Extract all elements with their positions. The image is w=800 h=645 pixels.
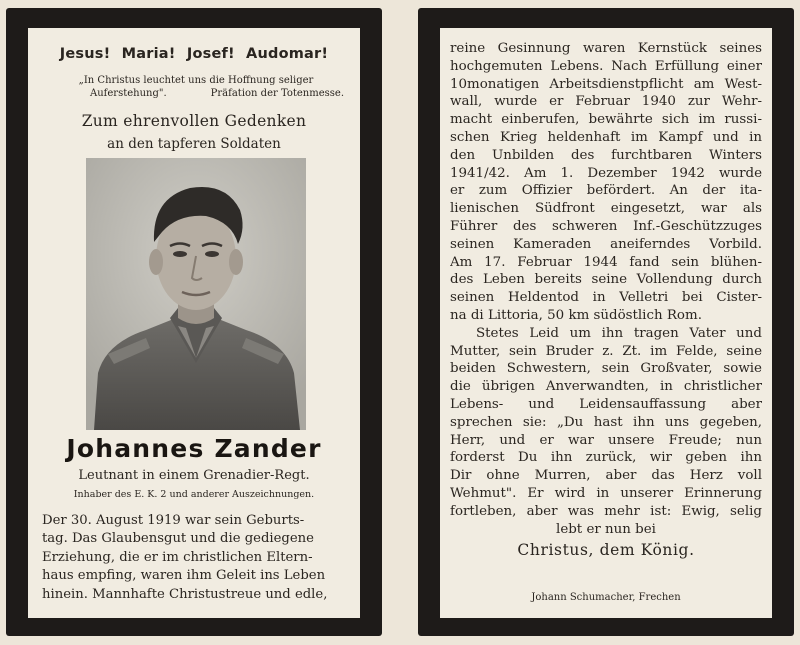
quote-line-2: Auferstehung". xyxy=(90,88,167,99)
text-line: schen Krieg heldenhaft im Kampf und in xyxy=(450,129,762,145)
honor-line-2: an den tapferen Soldaten xyxy=(107,136,281,152)
text-line: Führer des schweren Inf.-Geschützzuges xyxy=(450,218,762,234)
quote-source: Präfation der Totenmesse. xyxy=(210,88,344,99)
bio-line: haus empfing, waren ihm Geleit ins Leben xyxy=(42,568,326,584)
text-line: na di Littoria, 50 km südöstlich Rom. xyxy=(450,307,702,323)
text-line: seinen Kameraden aneiferndes Vorbild. xyxy=(450,236,762,252)
soldier-portrait-photo xyxy=(86,158,306,430)
bio-line: hinein. Mannhafte Christustreue und edle, xyxy=(42,586,328,602)
text-line: er zum Offizier befördert. An der ita- xyxy=(450,183,762,199)
card-back-paper xyxy=(440,28,772,618)
text-line: Wehmut". Er wird in unserer Erinnerung xyxy=(450,485,762,501)
text-line: reine Gesinnung waren Kernstück seines xyxy=(450,41,762,56)
bio-line: Erziehung, die er im christlichen Eltern- xyxy=(42,549,313,565)
text-line: forderst Du ihn zurück, wir geben ihn xyxy=(450,450,762,466)
text-line: Am 17. Februar 1944 fand sein blühen- xyxy=(450,254,762,270)
text-line: Lebens- und Leidensauffassung aber xyxy=(450,396,762,412)
text-line: Mutter, sein Bruder z. Zt. im Felde, seine xyxy=(450,343,762,359)
text-line: den Unbilden des furchtbaren Winters xyxy=(450,147,762,163)
text-line: Dir ohne Murren, aber das Herz voll xyxy=(450,468,762,484)
bio-line: tag. Das Glaubensgut und die gediegene xyxy=(42,531,314,547)
text-line: seinen Heldentod in Velletri bei Cister- xyxy=(450,290,762,306)
biography-text-continued xyxy=(450,40,762,538)
text-line: wall, wurde er Februar 1940 zur Wehr- xyxy=(450,94,762,110)
text-line: fortleben, aber was mehr ist: Ewig, selig xyxy=(450,503,762,519)
military-rank: Leutnant in einem Grenadier-Regt. xyxy=(78,468,310,483)
bio-line: Der 30. August 1919 war sein Geburts- xyxy=(42,513,305,528)
text-line: 10monatigen Arbeitsdienstpflicht am West- xyxy=(450,76,762,92)
biography-text-start xyxy=(42,512,348,604)
text-line: Stetes Leid um ihn tragen Vater und xyxy=(476,325,762,341)
closing-line: Christus, dem König. xyxy=(517,541,695,559)
portrait-image xyxy=(86,158,306,430)
honor-line-1: Zum ehrenvollen Gedenken xyxy=(81,112,307,130)
text-line: macht einberufen, bewährte sich im russi- xyxy=(450,112,762,128)
text-line: sprechen sie: „Du hast ihn uns gegeben, xyxy=(450,414,762,430)
text-line: hochgemuten Lebens. Nach Erfüllung einer xyxy=(450,58,762,74)
card-front-paper xyxy=(28,28,360,618)
text-line: 1941/42. Am 1. Dezember 1942 wurde xyxy=(450,165,762,181)
quote-line-1: „In Christus leuchtet uns die Hoffnung seliger xyxy=(78,75,314,86)
printer-credit: Johann Schumacher, Frechen xyxy=(531,592,681,603)
text-line: beiden Schwestern, sein Großvater, sowie xyxy=(450,361,762,377)
invocation-heading: Jesus! Maria! Josef! Audomar! xyxy=(59,46,329,62)
text-line: des Leben bereits seine Vollendung durch xyxy=(450,272,762,288)
text-line: lebt er nun bei xyxy=(556,521,656,537)
scripture-quote xyxy=(46,74,346,100)
deceased-name: Johannes Zander xyxy=(66,434,322,463)
text-line: lienischen Südfront eingesetzt, war als xyxy=(450,201,762,217)
memorial-card-back xyxy=(418,8,794,636)
text-line: die übrigen Anverwandten, in christlicher xyxy=(450,379,762,395)
memorial-card-front xyxy=(6,8,382,636)
decorations-line: Inhaber des E. K. 2 und anderer Auszeichnungen. xyxy=(73,489,315,500)
text-line: Herr, und er war unsere Freude; nun xyxy=(450,432,762,448)
